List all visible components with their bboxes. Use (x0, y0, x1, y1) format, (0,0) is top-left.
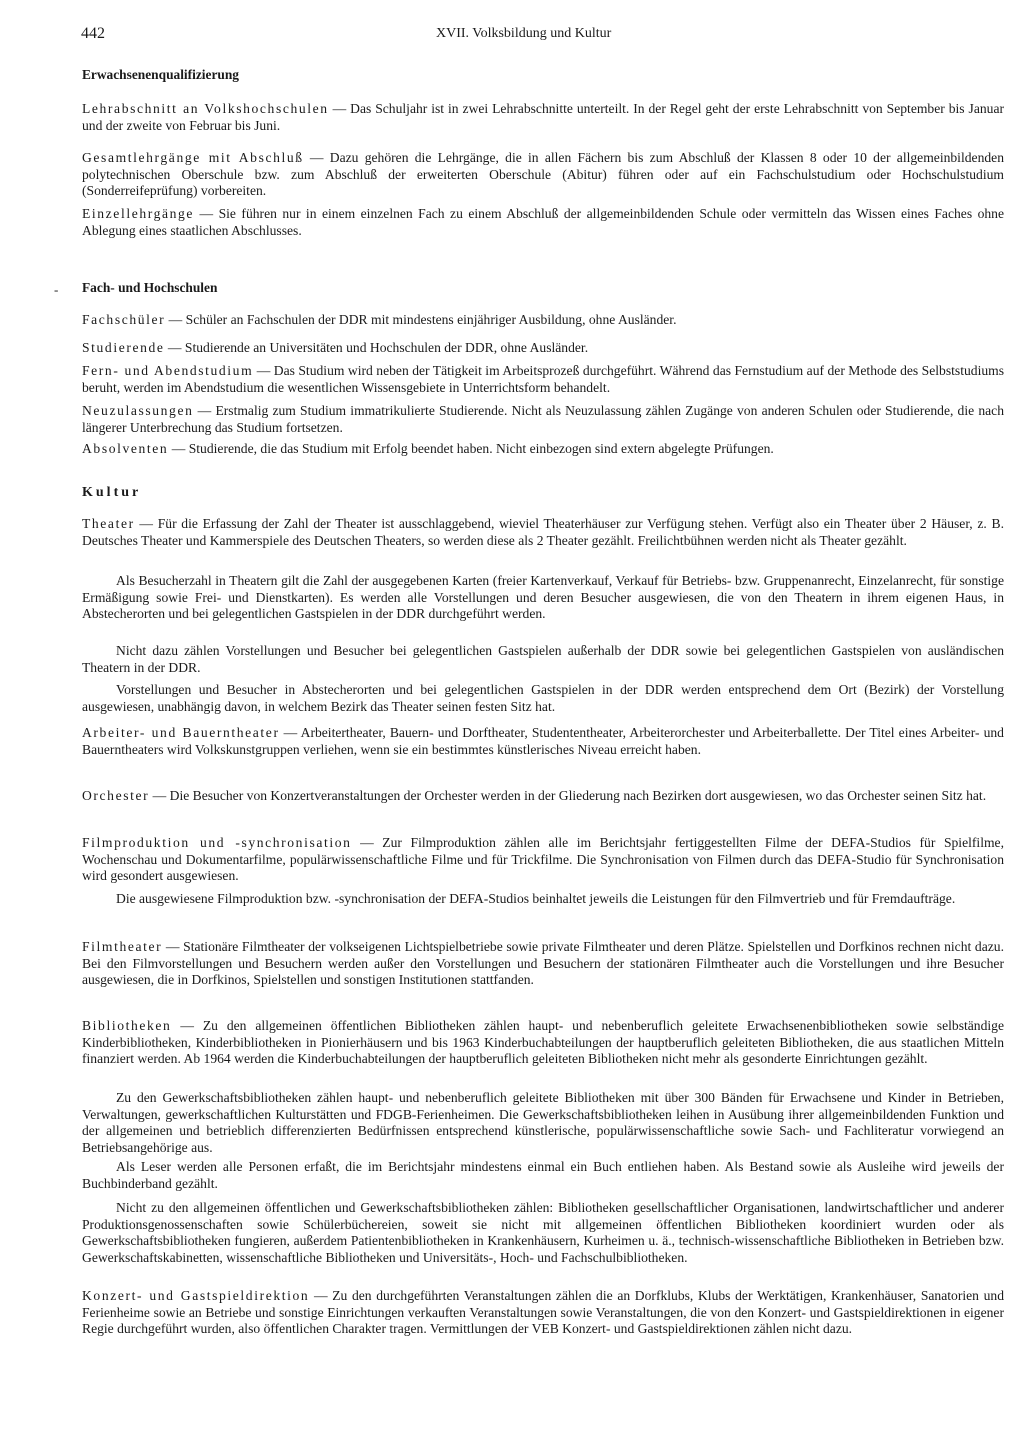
entry-konzertdirektion (82, 1288, 1004, 1338)
section-heading-kultur: Kultur (82, 485, 142, 500)
paragraph-theater-abstecher: Vorstellungen und Besucher in Abstecherorten und bei gelegentlichen Gastspielen in der DDR werden entsprechend dem Ort (Bezirk) der Vorstellung ausgewiesen, unabhängig davon, in welchem Bezirk das Theater seinen festen Sitz hat. (82, 682, 1004, 714)
entry-bibliotheken (82, 1018, 1004, 1068)
paragraph-nicht-bibliotheken: Nicht zu den allgemeinen öffentlichen und Gewerkschaftsbibliotheken zählen: Bibliotheken gesellschaftlicher Organisationen, landwirtschaftlicher und anderer Produktionsgenossenschaften sowie Schülerbüchereien, soweit sie nicht mit allgemeinen öffentlichen Bibliotheken koordiniert wurden oder als Gewerkschaftsbibliotheken fungieren, außerdem Patientenbibliotheken in Krankenhäusern, Kurheimen u. ä., technisch-wissenschaftliche Bibliotheken in Betrieben bzw. Gewerkschaftskabinetten, wissenschaftliche Bibliotheken und Universitäts-, Hoch- und Fachschulbibliotheken. (82, 1200, 1004, 1265)
entry-text: — Zu den allgemeinen öffentlichen Bibliotheken zählen haupt- und nebenberuflich geleitete Erwachsenenbibliotheken sowie selbständige Kinderbibliotheken, Kinderbibliotheken in Pionierhäusern und bis 1963 Kinderbuchabteilungen der hauptberuflich geleiteten Bibliotheken, die aus staatlichen Mitteln finanziert werden. Ab 1964 werden die Kinderbuchabteilungen der hauptberuflich geleiteten Bibliotheken nicht mehr als gesonderte Einrichtungen gezählt. (82, 1018, 1004, 1067)
entry-term: Lehrabschnitt an Volkshochschulen (82, 101, 329, 116)
paragraph-film-leistungen: Die ausgewiesene Filmproduktion bzw. -synchronisation der DEFA-Studios beinhaltet jeweils die Leistungen für den Filmvertrieb und für Fremdaufträge. (116, 891, 956, 906)
entry-text: — Das Schuljahr ist in zwei Lehrabschnitte unterteilt. In der Regel geht der erste Lehrabschnitt von September bis Januar und der zweite von Februar bis Juni. (82, 101, 1005, 133)
entry-text: — Zu den durchgeführten Veranstaltungen zählen die an Dorfklubs, Klubs der Werktätigen, Krankenhäuser, Sanatorien und Ferienheime sowie an Betriebe und sonstige Einrichtungen verkauften Veranstaltungen sowie Veranstaltungen, die von den Konzert- und Gastspieldirektionen in eigener Regie durchgeführt wurden, also öffentlichen Charakter tragen. Vermittlungen der VEB Konzert- und Gastspieldirektionen zählen nicht dazu. (82, 1288, 1005, 1337)
entry-term: Fachschüler (82, 312, 166, 327)
entry-term: Filmproduktion und -synchronisation (82, 835, 352, 850)
paragraph-theater-besucher: Als Besucherzahl in Theatern gilt die Zahl der ausgegebenen Karten (freier Kartenverkauf, Verkauf für Betriebs- bzw. Gruppenanrecht, Einzelanrecht, für sonstige Ermäßigung sowie Frei- und Dienstkarten). Es werden alle Vorstellungen und deren Besucher ausgewiesen, die von den Theatern in ihrem eigenen Haus, in Abstecherorten und bei gelegentlichen Gastspielen in der DDR durchgeführt werden. (82, 573, 1004, 622)
entry-absolventen (82, 441, 1004, 458)
entry-text: — Die Besucher von Konzertveranstaltungen der Orchester werden in der Gliederung nach Bezirken dort ausgewiesen, wo das Orchester seinen Sitz hat. (149, 788, 987, 803)
entry-theater (82, 516, 1004, 549)
entry-gesamtlehrgaenge (82, 150, 1004, 200)
entry-filmtheater (82, 939, 1004, 989)
entry-orchester (82, 788, 1004, 805)
entry-text: — Für die Erfassung der Zahl der Theater ist ausschlaggebend, wieviel Theaterhäuser zur Verfügung stehen. Verfügt also ein Theater über 2 Häuser, z. B. Deutsches Theater und Kammerspiele des Deutschen Theaters, so werden diese als 2 Theater gezählt. Freilichtbühnen werden nicht als Theater gezählt. (82, 516, 1004, 548)
entry-text: — Dazu gehören die Lehrgänge, die in allen Fächern bis zum Abschluß der Klassen 8 oder 10 der allgemeinbildenden polytechnischen Oberschule bzw. zum Abschluß der erweiterten Oberschule (Abitur) führen oder auf ein Fachschulstudium oder Hochschulstudium (Sonderreifeprüfung) vorbereiten. (82, 150, 1004, 199)
entry-term: Konzert- und Gastspieldirektion (82, 1288, 310, 1303)
entry-term: Filmtheater (82, 939, 163, 954)
entry-fachschueler (82, 312, 1004, 329)
entry-text: — Sie führen nur in einem einzelnen Fach zu einem Abschluß der allgemeinbildenden Schule oder vermitteln das Wissen eines Faches ohne Ablegung eines staatlichen Abschlusses. (82, 206, 1004, 238)
entry-einzellehrgaenge (82, 206, 1004, 239)
page-number: 442 (81, 25, 105, 42)
entry-neuzulassungen (82, 403, 1004, 436)
entry-filmproduktion (82, 835, 1004, 885)
entry-term: Orchester (82, 788, 150, 803)
entry-text: — Schüler an Fachschulen der DDR mit mindestens einjähriger Ausbildung, ohne Ausländer. (165, 312, 677, 327)
entry-text: — Das Studium wird neben der Tätigkeit im Arbeitsprozeß durchgeführt. Während das Fernstudium auf der Methode des Selbststudiums beruht, werden im Abendstudium die wesentlichen Wissensgebiete in Unterrichtsform behandelt. (82, 363, 1005, 395)
entry-studierende (82, 340, 1004, 357)
entry-text: — Stationäre Filmtheater der volkseigenen Lichtspielbetriebe sowie private Filmtheater und deren Plätze. Spielstellen und Dorfkinos rechnen nicht dazu. Bei den Filmvorstellungen und Besuchern werden außer den Vorstellungen und Besuchern der stationären Filmtheater auch die Vorstellungen und ihre Besucher ausgewiesen, die in Dorfkinos, Spielstellen und sonstigen Institutionen stattfanden. (82, 939, 1004, 988)
entry-text: — Arbeitertheater, Bauern- und Dorftheater, Studententheater, Arbeiterorchester und Arbeiterballette. Der Titel eines Arbeiter- und Bauerntheaters wird Volkskunstgruppen verliehen, wenn sie ein bestimmtes künstlerisches Niveau erreicht haben. (82, 725, 1004, 757)
section-heading-erwachsenenqualifizierung: Erwachsenenqualifizierung (82, 67, 239, 82)
running-title: XVII. Volksbildung und Kultur (436, 26, 612, 41)
entry-arbeitertheater (82, 725, 1004, 758)
entry-text: — Zur Filmproduktion zählen alle im Berichtsjahr fertiggestellten Filme der DEFA-Studios für Spielfilme, Wochenschau und Dokumentarfilme, populärwissenschaftliche Filme und für Trickfilme. Die Synchronisation von Filmen durch das DEFA-Studio für Synchronisation wird gesondert ausgewiesen. (82, 835, 1004, 884)
entry-text: — Studierende, die das Studium mit Erfolg beendet haben. Nicht einbezogen sind extern abgelegte Prüfungen. (168, 441, 774, 456)
entry-term: Absolventen (82, 441, 169, 456)
entry-term: Studierende (82, 340, 165, 355)
paragraph-leser: Als Leser werden alle Personen erfaßt, die im Berichtsjahr mindestens einmal ein Buch entliehen haben. Als Bestand sowie als Ausleihe wird jeweils der Buchbinderband gezählt. (82, 1159, 1004, 1191)
entry-text: — Erstmalig zum Studium immatrikulierte Studierende. Nicht als Neuzulassung zählen Zugänge von anderen Schulen oder Studierende, die nach längerer Unterbrechung das Studium fortsetzen. (82, 403, 1004, 435)
paragraph-gewerkschaftsbibliotheken: Zu den Gewerkschaftsbibliotheken zählen haupt- und nebenberuflich geleitete Bibliotheken mit über 300 Bänden für Erwachsene und Kinder in Betrieben, Verwaltungen, gewerkschaftlichen Kulturstätten und FDGB-Ferienheimen. Die Gewerkschaftsbibliotheken leihen in Ausübung ihrer allgemeinbildenden Funktion und der allgemeinen und betrieblich differenzierten Bedürfnissen entsprechend künstlerische, populärwissenschaftliche sowie Sach- und Fachliteratur vorwiegend an Betriebsangehörige aus. (82, 1090, 1004, 1155)
entry-term: Fern- und Abendstudium (82, 363, 254, 378)
margin-dash: - (54, 282, 59, 297)
paragraph-theater-gastspiele: Nicht dazu zählen Vorstellungen und Besucher bei gelegentlichen Gastspielen außerhalb der DDR sowie bei gelegentlichen Gastspielen von ausländischen Theatern in der DDR. (82, 643, 1004, 675)
entry-term: Einzellehrgänge (82, 206, 195, 221)
entry-term: Gesamtlehrgänge mit Abschluß (82, 150, 304, 165)
entry-term: Bibliotheken (82, 1018, 172, 1033)
entry-term: Arbeiter- und Bauerntheater (82, 725, 280, 740)
entry-term: Theater (82, 516, 135, 531)
entry-fernstudium (82, 363, 1004, 396)
entry-text: — Studierende an Universitäten und Hochschulen der DDR, ohne Ausländer. (164, 340, 589, 355)
entry-term: Neuzulassungen (82, 403, 194, 418)
entry-lehrabschnitt (82, 101, 1004, 134)
section-heading-hochschulen: Fach- und Hochschulen (82, 280, 218, 295)
